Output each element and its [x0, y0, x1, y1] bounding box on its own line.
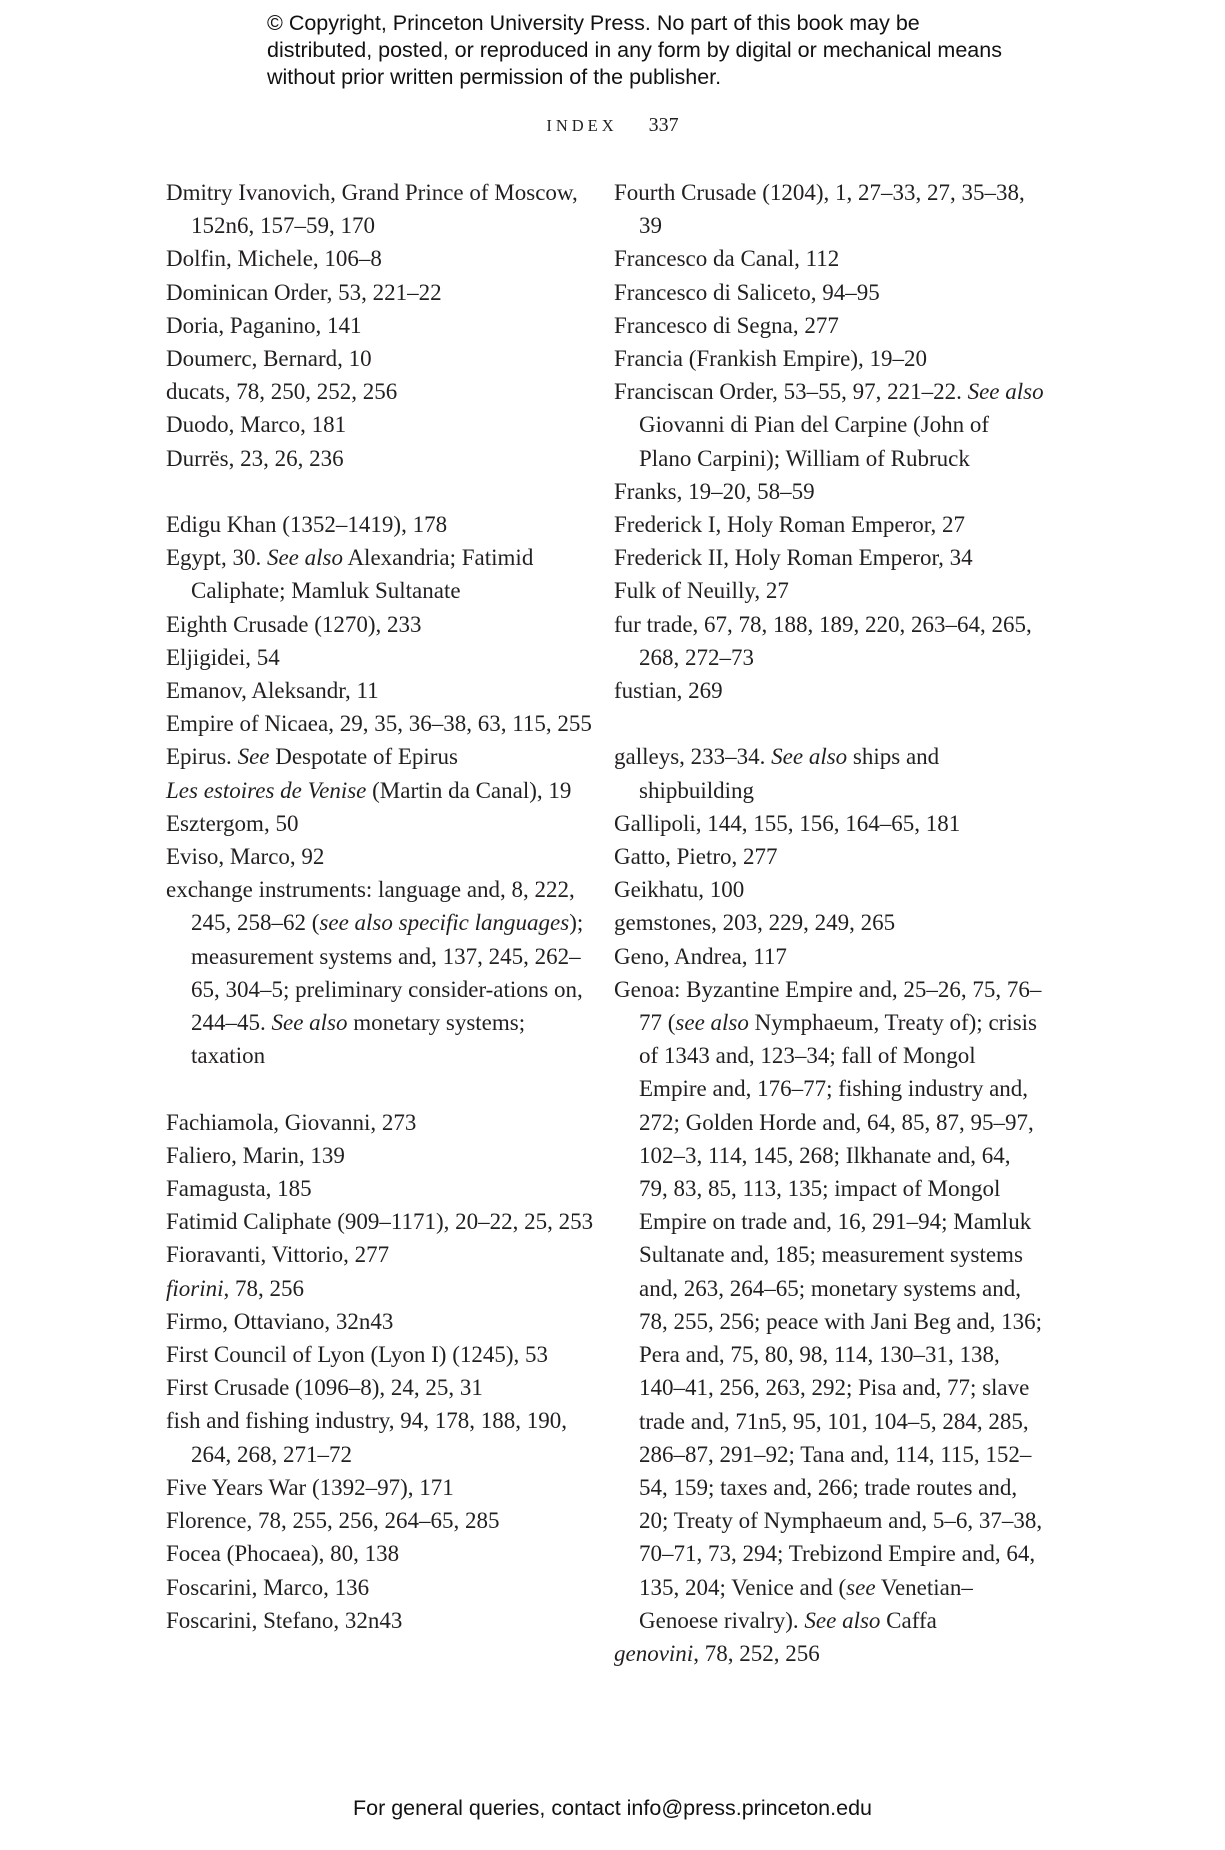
index-entry-text: Fachiamola, Giovanni, 273 [166, 1109, 417, 1135]
index-entry [166, 1305, 602, 1338]
index-entry [166, 1106, 602, 1139]
index-entry [614, 740, 1044, 806]
running-head [0, 114, 1225, 137]
index-entry-text: Genoa: Byzantine Empire and, 25–26, 75, 76–77 ( [614, 976, 1042, 1036]
index-entry [614, 276, 1044, 309]
index-entry [166, 508, 602, 541]
index-entry [166, 1272, 602, 1305]
index-entry [614, 574, 1044, 607]
index-entry-text: Dolfin, Michele, 106–8 [166, 246, 382, 272]
index-entry-text: Fioravanti, Vittorio, 277 [166, 1242, 390, 1268]
index-entry [166, 375, 602, 408]
index-entry-text: Alexandria; Fatimid Caliphate; Mamluk Sultanate [191, 545, 534, 604]
index-entry [166, 1172, 602, 1205]
index-entry [166, 1604, 602, 1637]
index-entry-italic-text: see [846, 1574, 876, 1600]
index-entry [614, 176, 1044, 242]
index-entry-text: , 78, 252, 256 [693, 1640, 820, 1666]
index-entry-text: Famagusta, 185 [166, 1176, 312, 1202]
index-entry-italic-text: genovini [614, 1640, 694, 1666]
index-entry-text: Fourth Crusade (1204), 1, 27–33, 27, 35–38, 39 [614, 180, 1025, 239]
index-entry-text: Gallipoli, 144, 155, 156, 164–65, 181 [614, 810, 961, 836]
contact-footer: For general queries, contact info@press.princeton.edu [352, 1796, 872, 1820]
index-entry-text: Duodo, Marco, 181 [166, 412, 347, 438]
running-head-label: INDEX [546, 116, 618, 135]
index-entry-italic-text: See also [266, 545, 343, 571]
index-entry [166, 807, 602, 840]
index-entry-text: Frederick II, Holy Roman Emperor, 34 [614, 545, 973, 571]
index-entry-text: Durrës, 23, 26, 236 [166, 445, 344, 471]
index-entry-text: Despotate of Epirus [269, 744, 458, 770]
index-entry-text: Focea (Phocaea), 80, 138 [166, 1541, 400, 1567]
index-entry-text: Edigu Khan (1352–1419), 178 [166, 512, 448, 538]
index-entry-text: gemstones, 203, 229, 249, 265 [614, 910, 896, 936]
index-entry-text: ships and shipbuilding [639, 744, 940, 803]
index-entry [614, 674, 1044, 707]
index-entry [166, 342, 602, 375]
index-entry-text: monetary systems; taxation [191, 1010, 526, 1069]
index-entry [166, 1139, 602, 1172]
index-entry [166, 541, 602, 607]
index-entry-text: Foscarini, Marco, 136 [166, 1574, 370, 1600]
index-entry-text: ); measurement systems and, 137, 245, 262–65, 304–5; preliminary consider-ations on, 244–45. [191, 910, 584, 1036]
index-entry [614, 475, 1044, 508]
index-entry [166, 1371, 602, 1404]
index-entry-italic-text: See also [967, 379, 1044, 405]
copyright-notice: © Copyright, Princeton University Press. No part of this book may be distributed, posted, or reproduced in any form by digital or mechanical means without prior written permission of the publisher. [267, 11, 1002, 89]
index-entry-italic-text: See also [804, 1607, 881, 1633]
index-entry-text: galleys, 233–34. [614, 744, 772, 770]
index-entry [166, 740, 602, 773]
index-entry-text: fish and fishing industry, 94, 178, 188, 190, 264, 268, 271–72 [166, 1408, 567, 1467]
index-entry [166, 408, 602, 441]
index-entry-text: Doria, Paganino, 141 [166, 312, 362, 338]
index-entry-text: Caffa [880, 1607, 937, 1633]
index-entry-text: Venetian–Genoese rivalry). [639, 1574, 973, 1633]
index-entry-text: Fulk of Neuilly, 27 [614, 578, 789, 604]
index-entry [166, 1238, 602, 1271]
index-entry [614, 342, 1044, 375]
index-entry-text: Esztergom, 50 [166, 810, 299, 836]
page-number: 337 [648, 114, 679, 136]
index-entry [166, 1205, 602, 1238]
index-entry-text: Francesco da Canal, 112 [614, 246, 840, 272]
index-entry-text: Emanov, Aleksandr, 11 [166, 678, 379, 704]
index-entry-text: Geno, Andrea, 117 [614, 943, 787, 969]
index-column-left [166, 176, 602, 1637]
index-entry-text: , 78, 256 [223, 1275, 305, 1301]
index-entry-text: Francesco di Segna, 277 [614, 312, 839, 338]
index-entry-text: First Council of Lyon (Lyon I) (1245), 53 [166, 1342, 549, 1368]
index-entry [614, 840, 1044, 873]
index-entry [614, 1637, 1044, 1670]
index-entry-text: Firmo, Ottaviano, 32n43 [166, 1308, 394, 1334]
index-entry [614, 541, 1044, 574]
index-entry-text: Francia (Frankish Empire), 19–20 [614, 346, 927, 372]
index-entry-text: Gatto, Pietro, 277 [614, 844, 778, 870]
index-entry-text: Empire of Nicaea, 29, 35, 36–38, 63, 115, 255 [166, 711, 592, 737]
index-entry-text: First Crusade (1096–8), 24, 25, 31 [166, 1375, 483, 1401]
index-entry [166, 1404, 602, 1470]
index-entry [614, 873, 1044, 906]
index-entry-text: Five Years War (1392–97), 171 [166, 1474, 454, 1500]
index-entry-text: Fatimid Caliphate (909–1171), 20–22, 25, 253 [166, 1209, 594, 1235]
index-entry [614, 309, 1044, 342]
index-entry-text: Faliero, Marin, 139 [166, 1142, 345, 1168]
index-entry-italic-text: see also [675, 1010, 749, 1036]
index-entry [166, 1537, 602, 1570]
index-entry [614, 940, 1044, 973]
index-entry-text: Giovanni di Pian del Carpine (John of Plano Carpini); William of Rubruck [639, 412, 990, 471]
index-entry [166, 176, 602, 242]
index-entry-text: Doumerc, Bernard, 10 [166, 346, 372, 372]
index-entry [166, 1471, 602, 1504]
index-entry-text: Frederick I, Holy Roman Emperor, 27 [614, 512, 966, 538]
index-entry-text: (Martin da Canal), 19 [366, 777, 572, 803]
index-entry-text: ducats, 78, 250, 252, 256 [166, 379, 398, 405]
index-entry-text: Egypt, 30. [166, 545, 267, 571]
index-entry [166, 1504, 602, 1537]
index-entry [166, 707, 602, 740]
index-entry-text: Francesco di Saliceto, 94–95 [614, 279, 880, 305]
index-entry [166, 608, 602, 641]
index-entry-text: Eighth Crusade (1270), 233 [166, 611, 422, 637]
index-entry [614, 906, 1044, 939]
index-entry-italic-text: Les estoires de Venise [166, 777, 367, 803]
index-entry [166, 1571, 602, 1604]
index-entry-text: Dominican Order, 53, 221–22 [166, 279, 442, 305]
index-entry-italic-text: fiorini [166, 1275, 224, 1301]
index-entry [166, 309, 602, 342]
index-entry-text: Foscarini, Stefano, 32n43 [166, 1607, 403, 1633]
index-entry-text: exchange instruments: language and, 8, 222, 245, 258–62 ( [166, 877, 575, 936]
index-entry [166, 873, 602, 1072]
index-entry [166, 242, 602, 275]
index-entry [166, 276, 602, 309]
index-entry-text: Nymphaeum, Treaty of); crisis of 1343 and, 123–34; fall of Mongol Empire and, 176–77; fishing industry and, 272; Golden Horde and, 64, 85, 87, 95–97, 102–3, 114, 145, 268; Ilkhanate and, 64, 79, 83, 85, 113, 135; impact of Mongol Empire on trade and, 16, 291–94; Mamluk Sultanate and, 185; measurement systems and, 263, 264–65; monetary systems and, 78, 255, 256; peace with Jani Beg and, 136; Pera and, 75, 80, 98, 114, 130–31, 138, 140–41, 256, 263, 292; Pisa and, 77; slave trade and, 71n5, 95, 101, 104–5, 284, 285, 286–87, 291–92; Tana and, 114, 115, 152–54, 159; taxes and, 266; trade routes and, 20; Treaty of Nymphaeum and, 5–6, 37–38, 70–71, 73, 294; Trebizond Empire and, 64, 135, 204; Venice and ( [639, 1010, 1043, 1600]
index-column-right [614, 176, 1044, 1670]
index-entry [166, 641, 602, 674]
index-entry-italic-text: See also [271, 1010, 348, 1036]
index-entry-text: Florence, 78, 255, 256, 264–65, 285 [166, 1508, 500, 1534]
index-entry-text: fustian, 269 [614, 678, 723, 704]
index-entry-text: Franciscan Order, 53–55, 97, 221–22. [614, 379, 968, 405]
index-entry [166, 442, 602, 475]
index-entry [166, 1338, 602, 1371]
index-entry [166, 774, 602, 807]
index-entry [166, 674, 602, 707]
index-entry [614, 973, 1044, 1637]
index-entry-italic-text: see also specific languages [319, 910, 570, 936]
index-entry-text: Franks, 19–20, 58–59 [614, 478, 815, 504]
index-entry-text: fur trade, 67, 78, 188, 189, 220, 263–64, 265, 268, 272–73 [614, 611, 1032, 670]
index-entry [614, 608, 1044, 674]
index-entry-text: Eviso, Marco, 92 [166, 844, 325, 870]
index-entry [166, 840, 602, 873]
index-entry [614, 508, 1044, 541]
index-entry-italic-text: See [237, 744, 270, 770]
index-entry [614, 375, 1044, 475]
index-entry [614, 242, 1044, 275]
index-entry-text: Epirus. [166, 744, 238, 770]
index-entry-italic-text: See also [771, 744, 848, 770]
index-entry [614, 807, 1044, 840]
index-entry-text: Dmitry Ivanovich, Grand Prince of Moscow, 152n6, 157–59, 170 [166, 180, 578, 239]
index-entry-text: Eljigidei, 54 [166, 644, 280, 670]
index-entry-text: Geikhatu, 100 [614, 877, 745, 903]
